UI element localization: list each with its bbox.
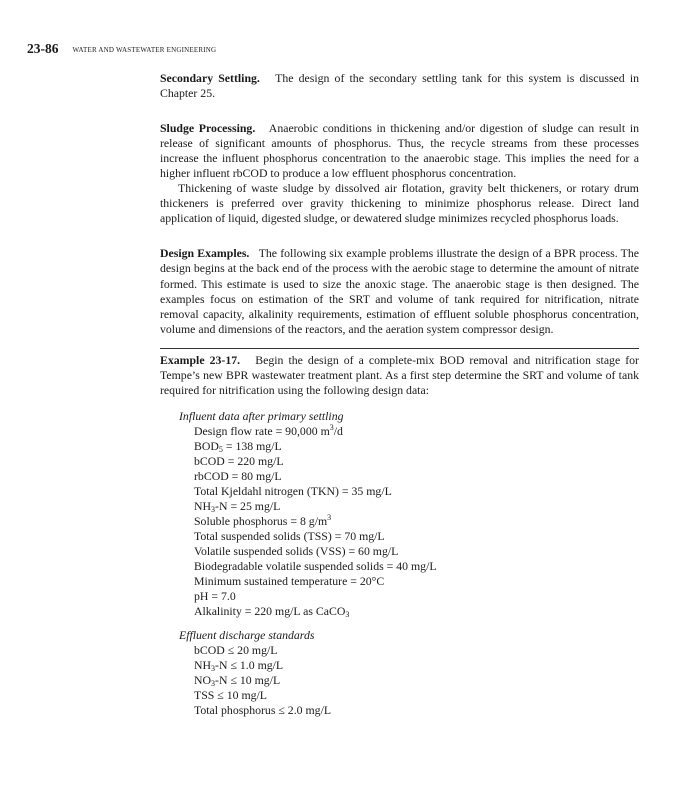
list-item: bCOD = 220 mg/L	[194, 453, 284, 468]
example-heading: Example 23-17.	[160, 352, 241, 367]
list-item: Design flow rate = 90,000 $m^3/d$	[194, 422, 343, 438]
list-item: $NH_3-N \le 1.0$ mg/L	[194, 657, 284, 673]
list-item: Total Kjeldahl nitrogen (TKN) = 35 mg/L	[194, 484, 392, 499]
divider	[160, 348, 639, 349]
influent-data-list	[179, 409, 639, 718]
list-item: $NO_3-N \le 10$ mg/L	[194, 672, 281, 688]
list-item: Minimum sustained temperature = 20°C	[194, 574, 385, 589]
running-head: WATER AND WASTEWATER ENGINEERING	[72, 46, 217, 54]
section-heading: Design Examples.	[160, 246, 250, 261]
paragraph	[160, 121, 639, 181]
section-secondary-settling	[160, 71, 639, 101]
list-item: Alkalinity = 220 mg/L as CaCO$_3$	[194, 604, 350, 620]
effluent-standards-list	[194, 643, 639, 718]
list-item: $BOD_5 = 138$ mg/L	[194, 438, 282, 454]
list-item: rbCOD = 80 mg/L	[194, 469, 282, 484]
page-header	[27, 40, 216, 58]
list-item: Soluble phosphorus = 8 $g/m^3$	[194, 513, 332, 529]
paragraph: Thickening of waste sludge by dissolved air flotation, gravity belt thickeners, or rotary drum thickeners is preferred over gravity thickening to minimize phosphorus release. Direct land application of liquid, digested sludge, or dewatered sludge minimizes recycled phosphorus loads.	[160, 181, 639, 226]
paragraph-text: The following six example problems illustrate the design of a BPR process. The design begins at the back end of the process with the aerobic stage to determine the amount of nitrate formed. This estimate is used to size the anoxic stage. The anaerobic stage is then designed. The examples focus on estimation of the SRT and volume of tank required for nitrification, nitrate removal capacity, alkalinity requirements, estimation of effluent soluble phosphorus concentration, volume and dimensions of the reactors, and the aeration system compressor design.	[160, 246, 639, 336]
paragraph-text: Anaerobic conditions in thickening and/or digestion of sludge can result in release of significant amounts of phosphorus. Thus, the recycle streams from these processes increase the influent phosphorus concentration to the anaerobic stage. This implies the need for a higher influent rbCOD to produce a low effluent phosphorus concentration.	[160, 121, 639, 181]
list-item: Total phosphorus ≤ 2.0 mg/L	[194, 702, 332, 717]
list-title: Effluent discharge standards	[179, 627, 315, 642]
list-title: Influent data after primary settling	[179, 408, 344, 423]
section-heading: Sludge Processing.	[160, 121, 256, 136]
list-item: TSS ≤ 10 mg/L	[194, 687, 268, 702]
list-item: Total suspended solids (TSS) = 70 mg/L	[194, 529, 385, 544]
list-item: Volatile suspended solids (VSS) = 60 mg/L	[194, 544, 399, 559]
section-sludge-processing	[160, 121, 639, 226]
list-item: bCOD ≤ 20 mg/L	[194, 642, 278, 657]
list-item: $NH_3-N = 25$ mg/L	[194, 499, 281, 515]
list-item: pH = 7.0	[194, 589, 236, 604]
page-body	[160, 71, 639, 718]
section-design-examples	[160, 246, 639, 336]
section-heading: Secondary Settling.	[160, 71, 260, 85]
paragraph-text: The design of the secondary settling tank for this system is discussed in Chapter 25.	[160, 71, 640, 101]
list-item: Biodegradable volatile suspended solids = 40 mg/L	[194, 559, 437, 574]
example-block	[160, 353, 639, 718]
paragraph	[160, 71, 639, 101]
paragraph	[160, 353, 639, 398]
paragraph-text: Begin the design of a complete-mix BOD removal and nitrification stage for Tempe’s new BPR wastewater treatment plant. As a first step determine the SRT and volume of tank required for nitrification using the following design data:	[160, 352, 639, 397]
paragraph	[160, 246, 639, 336]
page-number: 23-86	[27, 41, 59, 56]
